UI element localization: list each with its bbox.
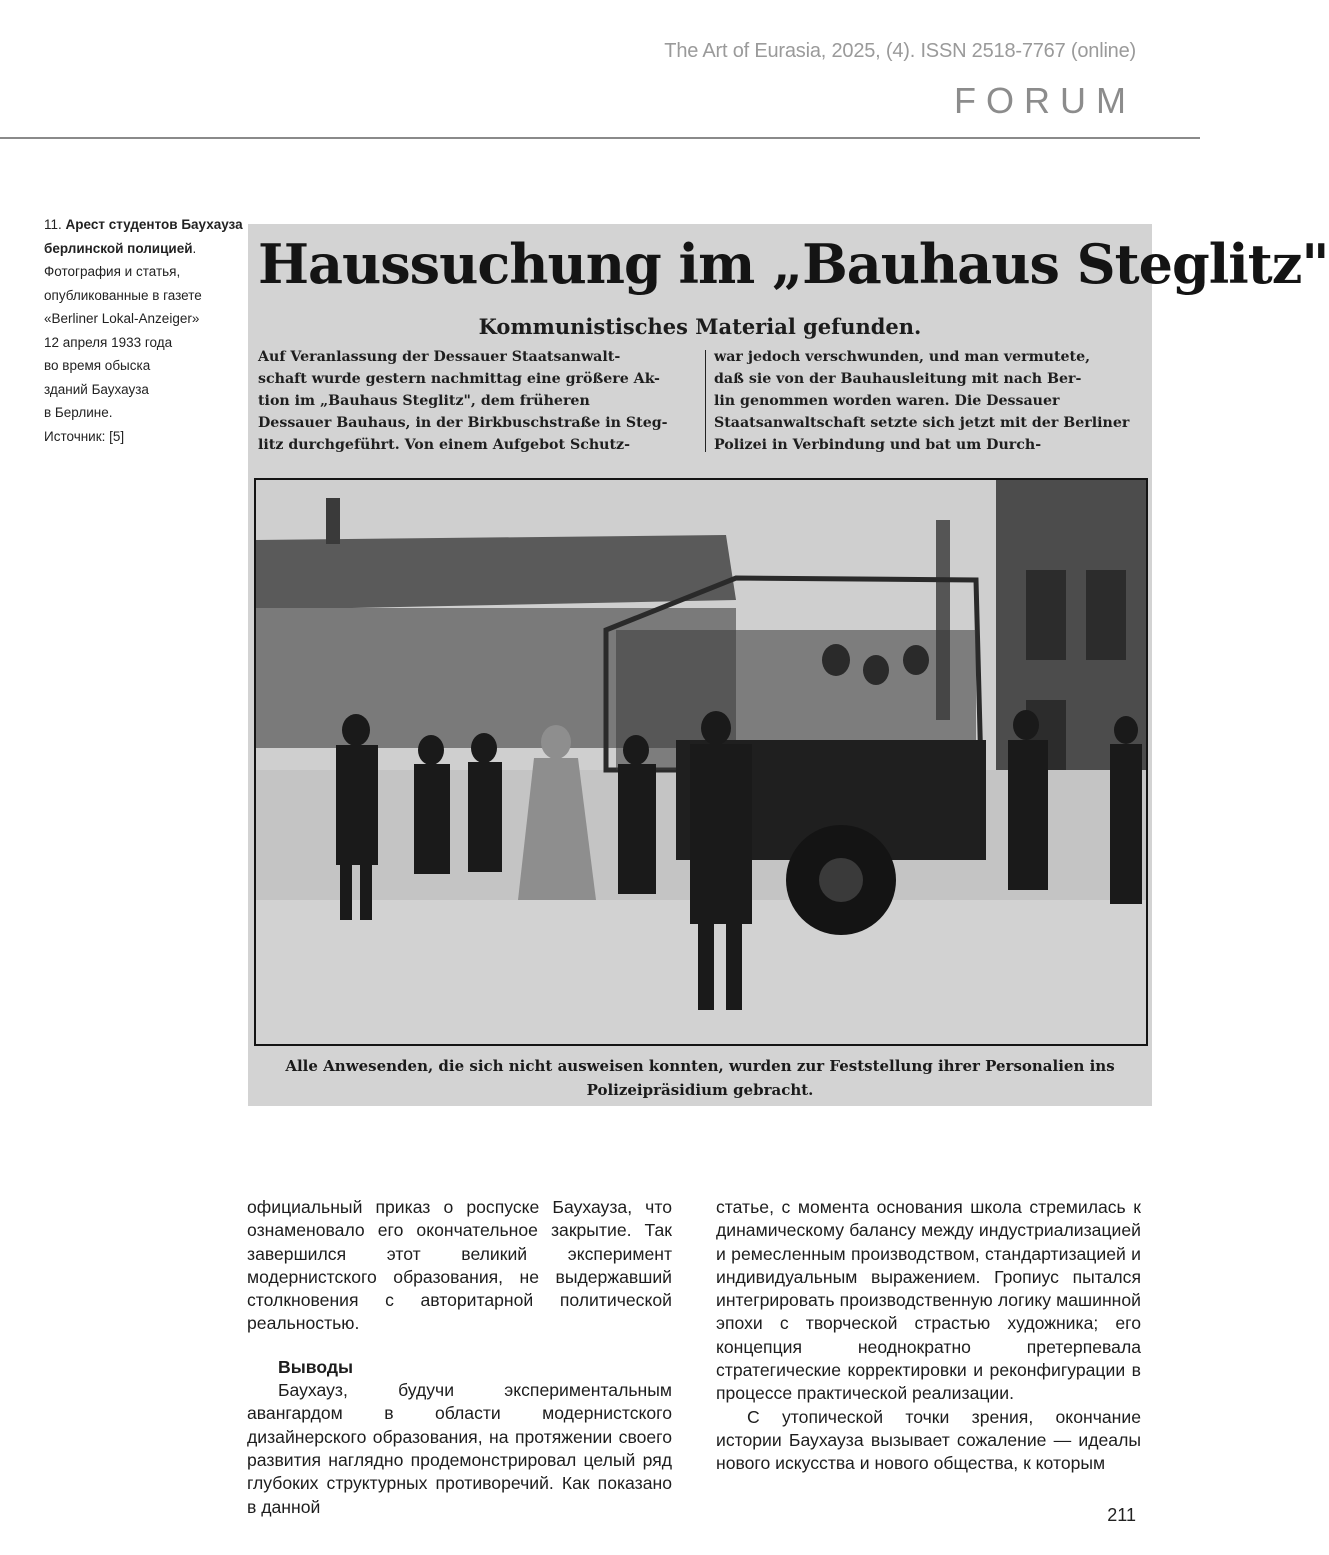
paragraph: С утопической точки зрения, окончание истории Баухауза вызывает сожаление — идеалы нового искусства и нового общества, к которым bbox=[716, 1406, 1141, 1474]
newspaper-subheadline: Kommunistisches Material gefunden. bbox=[478, 314, 922, 339]
newspaper-photo bbox=[254, 478, 1148, 1046]
figure-caption bbox=[44, 213, 244, 448]
caption-line: «Berliner Lokal-Anzeiger» bbox=[44, 311, 200, 326]
page-number: 211 bbox=[1107, 1505, 1136, 1525]
caption-line: Источник: [5] bbox=[44, 428, 125, 444]
section-title: FORUM bbox=[954, 80, 1136, 121]
text-column-left bbox=[247, 1196, 672, 1519]
text-column-right bbox=[716, 1196, 1141, 1476]
newspaper-clipping bbox=[248, 224, 1329, 1106]
header-divider bbox=[0, 137, 1200, 139]
paragraph: официальный приказ о роспуске Баухауза, что ознаменовало его окончательное закрытие. Так завершился этот великий эксперимент модернистского образования, не выдержавший столкновения с авторитарной политической реальностью. bbox=[247, 1197, 672, 1334]
newspaper-headline: Haussuchung im „Bauhaus Steglitz" bbox=[258, 232, 1329, 296]
caption-line: во время обыска bbox=[44, 358, 151, 373]
paragraph: статье, с момента основания школа стремилась к динамическому балансу между индустриализацией и ремесленным производством, стандартизацией и индивидуальным выражением. Гропиус пытался интегрировать производственную логику машинной эпохи с творческой страстью художника; его концепция неоднократно претерпевала стратегические корректировки и реконфигурации в процессе практической реализации. bbox=[716, 1197, 1141, 1404]
caption-line: зданий Баухауза bbox=[44, 381, 149, 397]
caption-line: Фотография и статья, bbox=[44, 264, 181, 279]
newspaper-column-right: war jedoch verschwunden, und man vermutete, daß sie von der Bauhausleitung mit nach Ber- lin genommen worden waren. Die Dessauer Staatsanwaltschaft setzte sich jetzt mit der Berliner Polizei in Verbindung und bat um Durch- bbox=[714, 349, 1130, 453]
caption-line: 12 апреля 1933 года bbox=[44, 334, 173, 350]
section-heading: Выводы bbox=[278, 1356, 354, 1377]
photo-caption: Alle Anwesenden, die sich nicht ausweisen konnten, wurden zur Feststellung ihrer Personalien ins Polizeipräsidium gebracht. bbox=[285, 1057, 1115, 1099]
caption-line: опубликованные в газете bbox=[44, 287, 202, 303]
newspaper-column-left: Auf Veranlassung der Dessauer Staatsanwalt- schaft wurde gestern nachmittag eine größere Ak- tion im „Bauhaus Steglitz", dem früheren Dessauer Bauhaus, in der Birkbuschstraße in Steg- litz durchgeführt. Von einem Aufgebot Schutz- bbox=[258, 349, 668, 453]
column-divider bbox=[705, 350, 706, 452]
journal-citation: The Art of Eurasia, 2025, (4). ISSN 2518-7767 (online) bbox=[664, 40, 1136, 62]
figure-number: 11. bbox=[44, 217, 62, 232]
figure-title-end: . bbox=[192, 240, 197, 256]
paragraph: Баухауз, будучи экспериментальным авангардом в области модернистского дизайнерского образования, на протяжении своего развития наглядно продемонстрировал целый ряд глубоких структурных противоречий. Как показано в данной bbox=[247, 1380, 672, 1517]
figure-title: Арест студентов Баухауза берлинской полицией bbox=[44, 217, 243, 256]
arrest-scene-illustration bbox=[256, 480, 1146, 1044]
caption-line: в Берлине. bbox=[44, 405, 113, 420]
